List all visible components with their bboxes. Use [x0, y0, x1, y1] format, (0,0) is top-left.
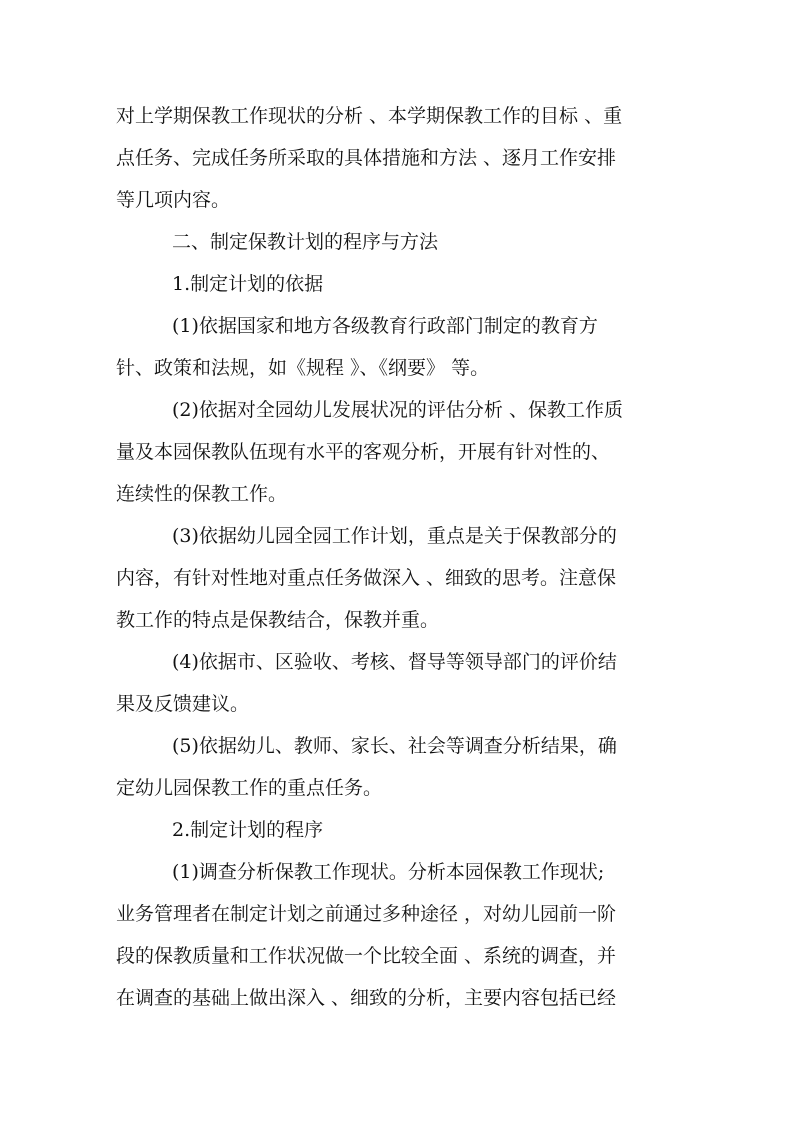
paragraph-line: 连续性的保教工作。 [116, 483, 288, 505]
paragraph-line: (5)依据幼儿、教师、家长、社会等调查分析结果，确 [172, 735, 617, 757]
paragraph-line: (1)依据国家和地方各级教育行政部门制定的教育方 [172, 315, 598, 337]
paragraph-line: 量及本园保教队伍现有水平的客观分析，开展有针对性的、 [116, 441, 611, 463]
paragraph-line: (1)调查分析保教工作现状。分析本园保教工作现状; [172, 861, 605, 883]
paragraph-line: (4)依据市、区验收、考核、督导等领导部门的评价结 [172, 651, 617, 673]
paragraph-line: (2)依据对全园幼儿发展状况的评估分析 、保教工作质 [172, 399, 623, 421]
paragraph-line: 内容，有针对性地对重点任务做深入 、细致的思考。注意保 [116, 567, 617, 589]
paragraph-line: 针、政策和法规，如《规程 》、《纲要》 等。 [116, 357, 490, 379]
paragraph-line: 在调查的基础上做出深入 、细致的分析，主要内容包括已经 [116, 987, 617, 1009]
paragraph-line: 段的保教质量和工作状况做一个比较全面 、系统的调查，并 [116, 945, 617, 967]
paragraph-line: 等几项内容。 [116, 189, 231, 211]
paragraph-line: 点任务、完成任务所采取的具体措施和方法 、逐月工作安排 [116, 147, 617, 169]
subsection-heading: 1.制定计划的依据 [172, 273, 324, 295]
paragraph-line: 果及反馈建议。 [116, 693, 250, 715]
paragraph-line: 对上学期保教工作现状的分析 、本学期保教工作的目标 、重 [116, 105, 623, 127]
paragraph-line: 教工作的特点是保教结合，保教并重。 [116, 609, 440, 631]
section-heading: 二、制定保教计划的程序与方法 [172, 231, 439, 253]
paragraph-line: (3)依据幼儿园全园工作计划，重点是关于保教部分的 [172, 525, 617, 547]
paragraph-line: 业务管理者在制定计划之前通过多种途径 ，对幼儿园前一阶 [116, 903, 617, 925]
subsection-heading: 2.制定计划的程序 [172, 819, 324, 841]
paragraph-line: 定幼儿园保教工作的重点任务。 [116, 777, 383, 799]
